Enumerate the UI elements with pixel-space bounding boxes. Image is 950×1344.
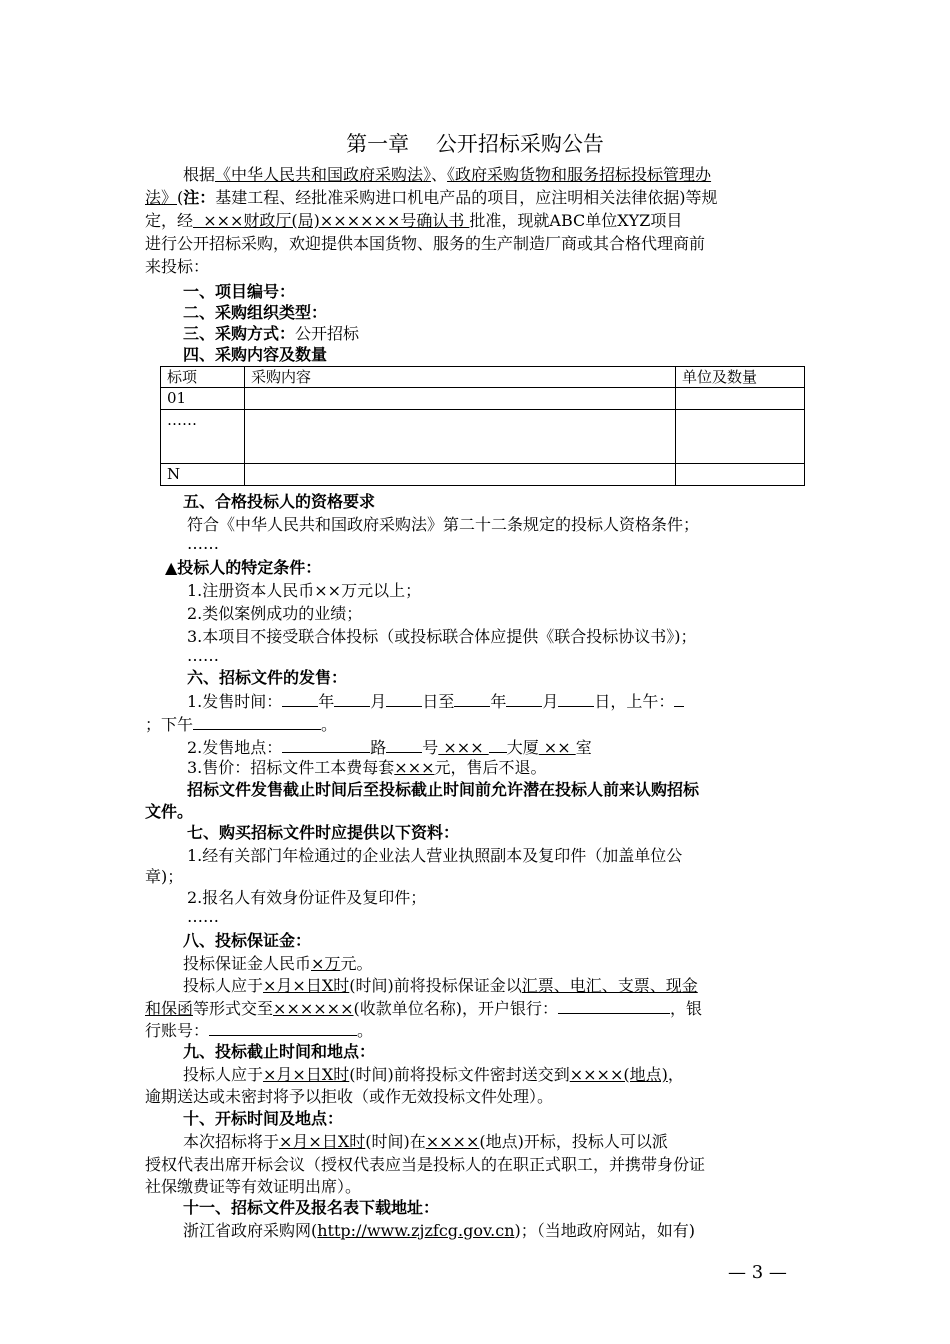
- procurement-table: [160, 366, 805, 486]
- qualification-text: 符合《中华人民共和国政府采购法》第二十二条规定的投标人资格条件；: [187, 515, 700, 534]
- intro-line-4: 进行公开招标采购，欢迎提供本国货物、服务的生产制造厂商或其合格代理商前: [145, 234, 706, 253]
- deposit-line-4: 行账号： 。: [145, 1021, 374, 1040]
- sale-time-line: 1.发售时间： 年 月 日至 年 月 日，上午：: [187, 690, 684, 712]
- special-condition-1: 1.注册资本人民币××万元以上；: [187, 581, 422, 600]
- intro-line-1: 根据《中华人民共和国政府采购法》、《政府采购货物和服务招标投标管理办: [183, 165, 712, 184]
- table-header-cell: 标项: [161, 367, 245, 388]
- page-number: — 3 —: [728, 1262, 787, 1283]
- intro-line-5: 来投标：: [145, 257, 210, 276]
- section-7-materials: 七、购买招标文件时应提供以下资料：: [187, 823, 460, 842]
- ellipsis: ……: [187, 534, 219, 553]
- sale-time-line-2: ；下午 。: [145, 715, 338, 734]
- opening-line-2: 授权代表出席开标会议（授权代表应当是投标人的在职正式职工，并携带身份证: [145, 1155, 706, 1174]
- section-8-deposit: 八、投标保证金：: [183, 931, 312, 950]
- section-2-org-type: 二、采购组织类型：: [183, 303, 328, 322]
- table-row: [161, 464, 805, 486]
- table-cell: [676, 388, 805, 410]
- section-1-project-number: 一、项目编号：: [183, 282, 296, 301]
- intro-line-2: 法》(注：基建工程、经批准采购进口机电产品的项目，应注明相关法律依据)等规: [145, 188, 718, 207]
- procurement-website-link[interactable]: http://www.zjzfcg.gov.cn: [317, 1221, 515, 1240]
- table-cell: 01: [161, 388, 245, 410]
- section-9-deadline: 九、投标截止时间和地点：: [183, 1042, 376, 1061]
- table-cell: [245, 410, 676, 464]
- opening-line-1: 本次招标将于×月×日X时(时间)在××××(地点)开标，投标人可以派: [183, 1132, 668, 1151]
- material-1-line-2: 章)；: [145, 867, 184, 886]
- table-row: [161, 388, 805, 410]
- special-conditions-heading: ▲投标人的特定条件：: [165, 558, 322, 577]
- ellipsis: ……: [187, 907, 219, 926]
- table-cell: [245, 464, 676, 486]
- deposit-amount-line: 投标保证金人民币×万元。: [183, 954, 373, 973]
- section-11-download: 十一、招标文件及报名表下载地址：: [183, 1198, 440, 1217]
- intro-line-3: 定，经 ×××财政厅(局)××××××号确认书 批准，现就ABC单位XYZ项目: [145, 211, 683, 230]
- deadline-line-1: 投标人应于×月×日X时(时间)前将投标文件密封送交到××××(地点)，: [183, 1065, 684, 1084]
- table-cell: [245, 388, 676, 410]
- sale-note-line-1: 招标文件发售截止时间后至投标截止时间前允许潜在投标人前来认购招标: [187, 780, 700, 799]
- sale-place-line: 2.发售地点： 路 号 ××× 大厦 ×× 室: [187, 738, 592, 757]
- section-3-method: 三、采购方式：公开招标: [183, 324, 360, 343]
- section-5-qualification: 五、合格投标人的资格要求: [183, 492, 376, 511]
- section-4-content: 四、采购内容及数量: [183, 345, 328, 364]
- opening-line-3: 社保缴费证等有效证明出席）。: [145, 1177, 362, 1196]
- special-condition-3: 3.本项目不接受联合体投标（或投标联合体应提供《联合投标协议书》)；: [187, 627, 697, 646]
- table-row: [161, 410, 805, 464]
- table-cell: N: [161, 464, 245, 486]
- table-cell: ……: [161, 410, 245, 464]
- table-header-cell: 采购内容: [245, 367, 676, 388]
- material-1-line-1: 1.经有关部门年检通过的企业法人营业执照副本及复印件（加盖单位公: [187, 846, 683, 865]
- table-cell: [676, 410, 805, 464]
- section-6-sale: 六、招标文件的发售：: [187, 668, 348, 687]
- sale-price-line: 3.售价：招标文件工本费每套×××元，售后不退。: [187, 758, 547, 777]
- ellipsis: ……: [187, 646, 219, 665]
- table-header-cell: 单位及数量: [676, 367, 805, 388]
- chapter-heading: 公开招标采购公告: [435, 132, 604, 156]
- chapter-title: [0, 130, 950, 158]
- chapter-number: 第一章: [346, 132, 410, 156]
- sale-note-line-2: 文件。: [145, 802, 194, 821]
- download-line: 浙江省政府采购网(http://www.zjzfcg.gov.cn)；（当地政府网站，如有): [183, 1221, 695, 1240]
- table-header-row: [161, 367, 805, 388]
- material-2: 2.报名人有效身份证件及复印件；: [187, 888, 427, 907]
- deposit-line-3: 和保函等形式交至××××××(收款单位名称)，开户银行： ，银: [145, 999, 702, 1018]
- section-10-opening: 十、开标时间及地点：: [183, 1109, 344, 1128]
- table-cell: [676, 464, 805, 486]
- deadline-line-2: 逾期送达或未密封将予以拒收（或作无效投标文件处理）。: [145, 1087, 554, 1106]
- deposit-line-2: 投标人应于×月×日X时(时间)前将投标保证金以汇票、电汇、支票、现金: [183, 976, 698, 995]
- special-condition-2: 2.类似案例成功的业绩；: [187, 604, 363, 623]
